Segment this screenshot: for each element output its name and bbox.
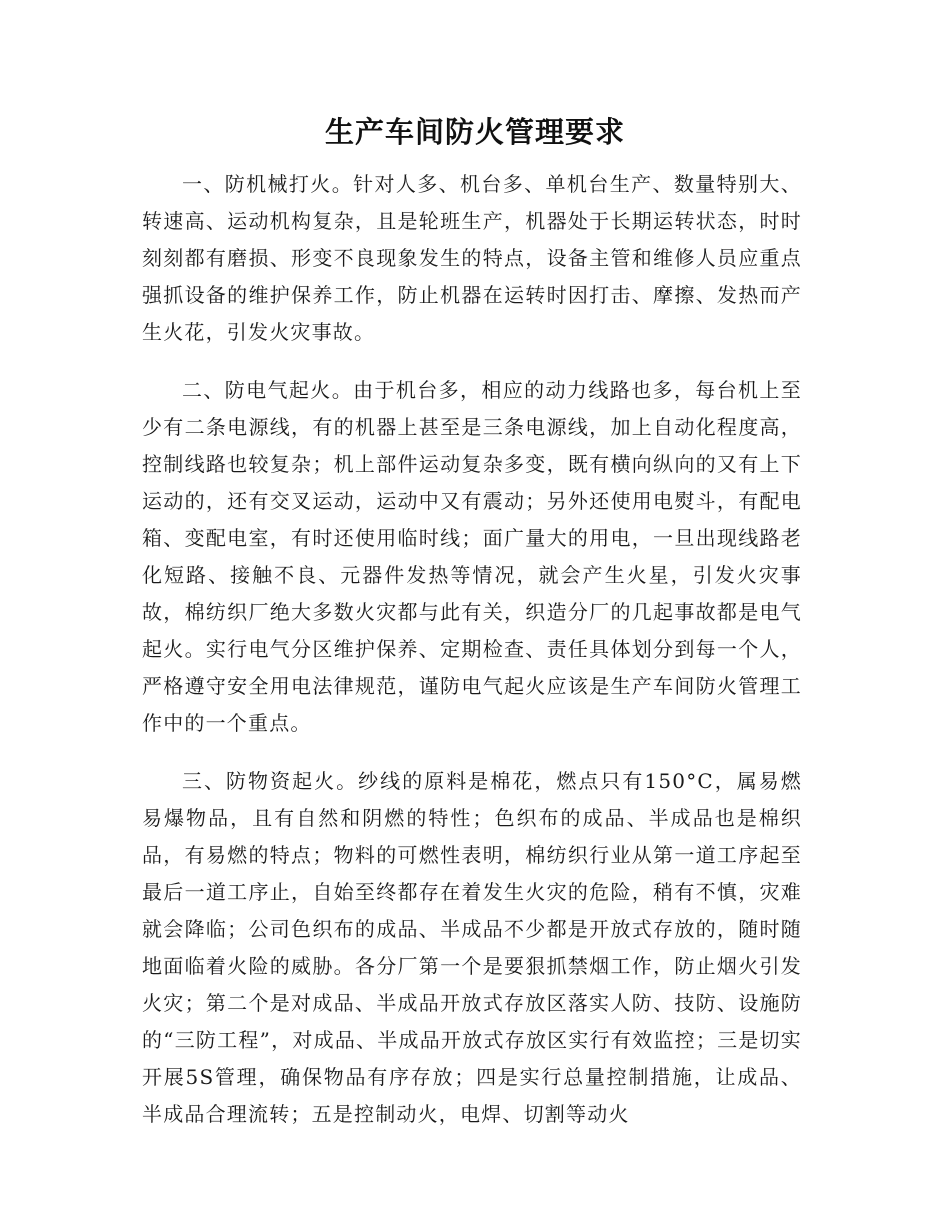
document-title: 生产车间防火管理要求	[324, 115, 625, 149]
paragraph-electrical-fire: 二、防电气起火。由于机台多，相应的动力线路也多，每台机上至少有二条电源线，有的机器上甚至是三条电源线，加上自动化程度高，控制线路也较复杂；机上部件运动复杂多变，既有横向纵向的又有上下运动的，还有交叉运动，运动中又有震动；另外还使用电熨斗，有配电箱、变配电室，有时还使用临时线；面广量大的用电，一旦出现线路老化短路、接触不良、元器件发热等情况，就会产生火星，引发火灾事故，棉纺织厂绝大多数火灾都与此有关，织造分厂的几起事故都是电气起火。实行电气分区维护保养、定期检查、责任具体划分到每一个人，严格遵守安全用电法律规范，谨防电气起火应该是生产车间防火管理工作中的一个重点。	[142, 378, 802, 735]
document-body	[142, 166, 802, 1154]
paragraph-mechanical-fire: 一、防机械打火。针对人多、机台多、单机台生产、数量特别大、转速高、运动机构复杂，且是轮班生产，机器处于长期运转状态，时时刻刻都有磨损、形变不良现象发生的特点，设备主管和维修人员应重点强抓设备的维护保养工作，防止机器在运转时因打击、摩擦、发热而产生火花，引发火灾事故。	[142, 172, 802, 344]
paragraph-material-fire: 三、防物资起火。纱线的原料是棉花，燃点只有150°C，属易燃易爆物品，且有自然和阴燃的特性；色织布的成品、半成品也是棉织品，有易燃的特点；物料的可燃性表明，棉纺织行业从第一道工序起至最后一道工序止，自始至终都存在着发生火灾的危险，稍有不慎，灾难就会降临；公司色织布的成品、半成品不少都是开放式存放的，随时随地面临着火险的威胁。各分厂第一个是要狠抓禁烟工作，防止烟火引发火灾；第二个是对成品、半成品开放式存放区落实人防、技防、设施防的“三防工程”，对成品、半成品开放式存放区实行有效监控；三是切实开展5S管理，确保物品有序存放；四是实行总量控制措施，让成品、半成品合理流转；五是控制动火，电焊、切割等动火	[142, 769, 802, 1126]
